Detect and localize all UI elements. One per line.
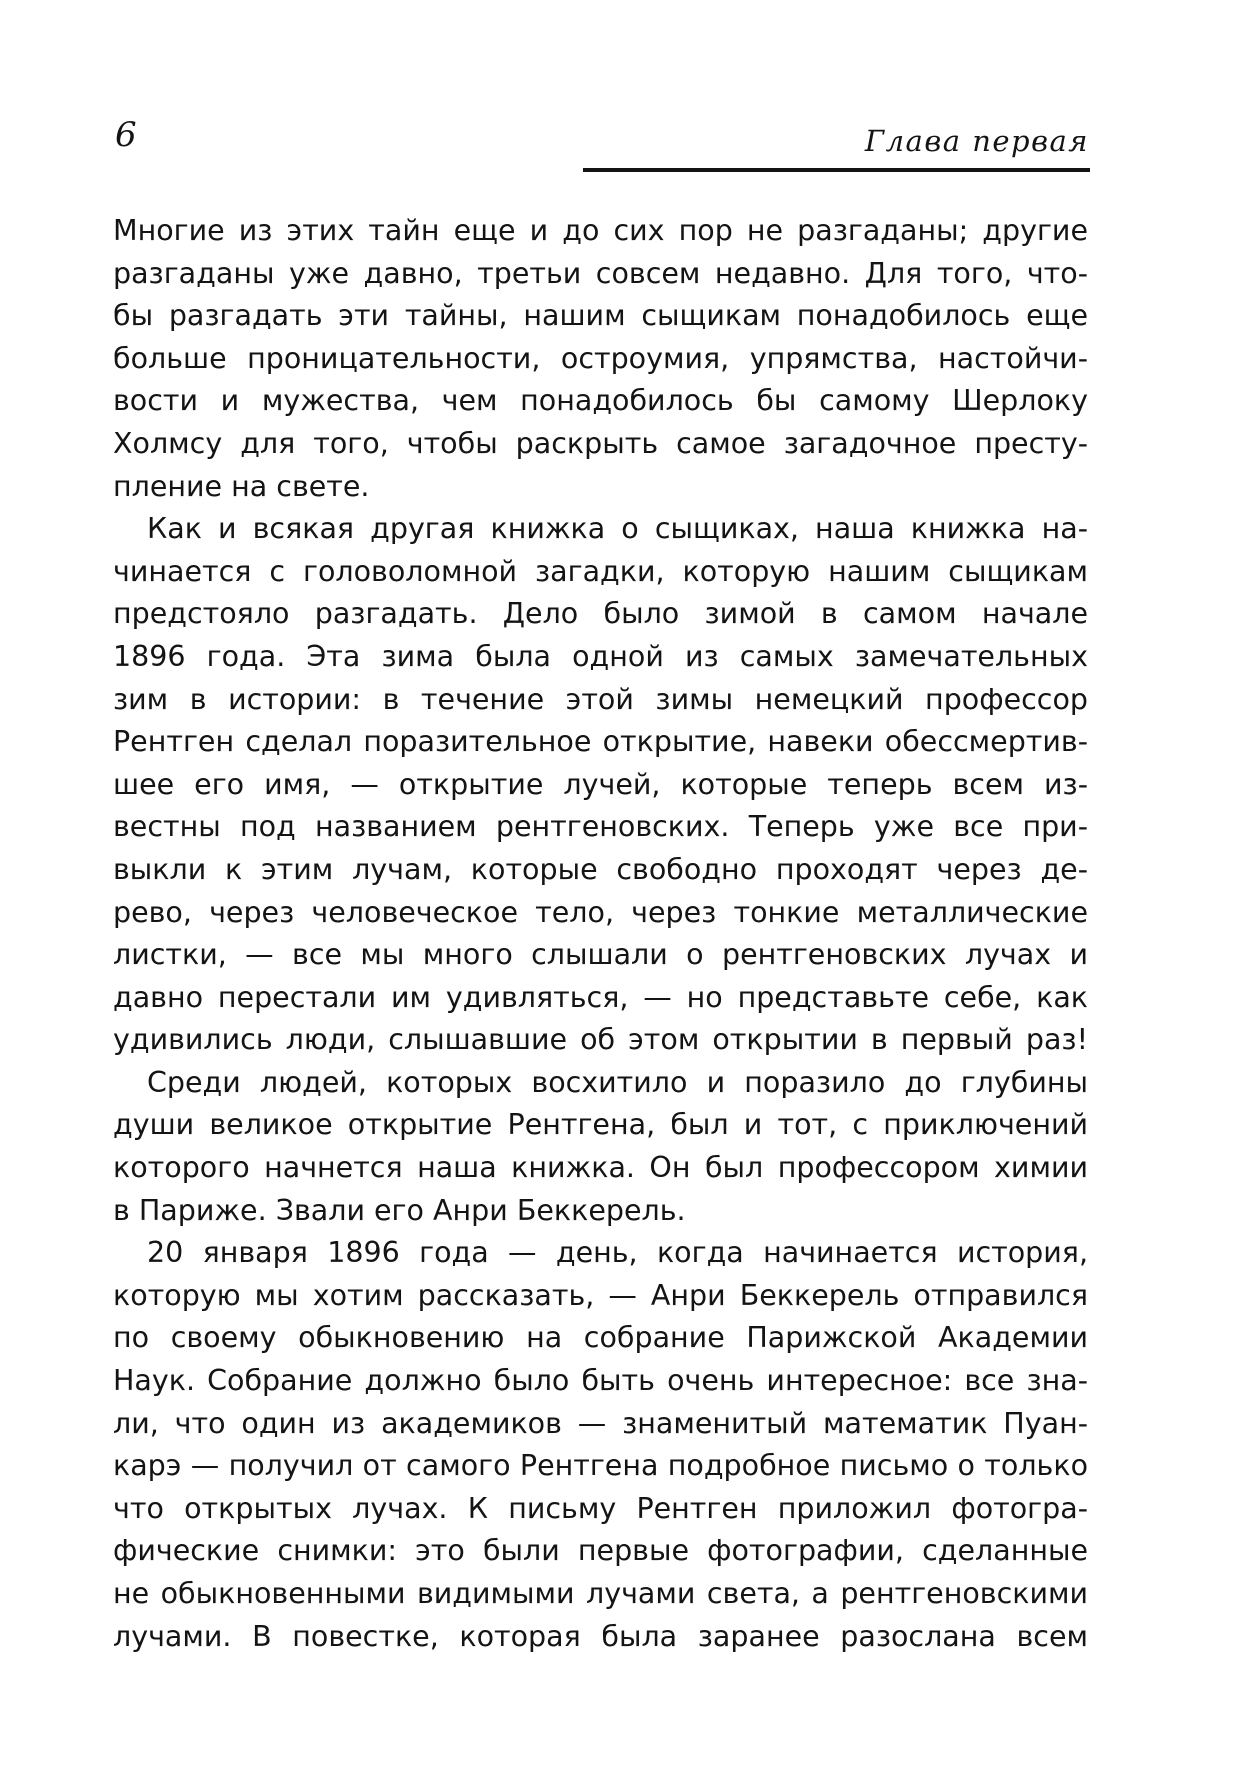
text-line: Среди людей, которых восхитило и поразило до глубины	[147, 1065, 1088, 1099]
text-line: предстояло разгадать. Дело было зимой в самом начале	[113, 597, 1088, 631]
text-line: удивились люди, слышавшие об этом открытии в первый раз!	[113, 1023, 1088, 1057]
text-line: вестны под названием рентгеновских. Теперь уже все при-	[113, 810, 1088, 844]
text-line: карэ — получил от самого Рентгена подробное письмо о только	[113, 1449, 1088, 1483]
text-line: вости и мужества, чем понадобилось бы самому Шерлоку	[113, 384, 1088, 418]
page-number: 6	[115, 115, 138, 155]
text-line: Холмсу для того, чтобы раскрыть самое загадочное престу-	[113, 426, 1088, 460]
text-line: бы разгадать эти тайны, нашим сыщикам понадобилось еще	[113, 299, 1088, 333]
text-line: разгаданы уже давно, третьи совсем недавно. Для того, что-	[113, 256, 1088, 290]
text-line: Многие из этих тайн еще и до сих пор не разгаданы; другие	[113, 214, 1088, 247]
text-line: Рентген сделал поразительное открытие, навеки обессмертив-	[113, 725, 1088, 759]
text-line: чинается с головоломной загадки, которую нашим сыщикам	[113, 554, 1088, 588]
text-line: давно перестали им удивляться, — но представьте себе, как	[113, 980, 1088, 1014]
text-line: 20 января 1896 года — день, когда начинается история,	[147, 1236, 1088, 1270]
text-line: ли, что один из академиков — знаменитый математик Пуан-	[113, 1406, 1088, 1440]
text-line: листки, — все мы много слышали о рентгеновских лучах и	[113, 938, 1088, 972]
text-line: Как и всякая другая книжка о сыщиках, наша книжка на-	[147, 512, 1088, 546]
text-line: не обыкновенными видимыми лучами света, а рентгеновскими	[113, 1577, 1088, 1610]
text-line: лучами. В повестке, которая была заранее разослана всем	[113, 1619, 1088, 1653]
text-line: которого начнется наша книжка. Он был профессором химии	[113, 1151, 1088, 1185]
text-line: выкли к этим лучам, которые свободно проходят через де-	[113, 852, 1088, 886]
text-line: души великое открытие Рентгена, был и тот, с приключений	[113, 1108, 1088, 1142]
body-text	[113, 210, 1088, 1658]
text-line: пление на свете.	[113, 469, 370, 503]
text-line: что открытых лучах. К письму Рентген приложил фотогра-	[113, 1491, 1088, 1525]
text-line: рево, через человеческое тело, через тонкие металлические	[113, 895, 1088, 929]
header-rule	[583, 168, 1090, 172]
text-line: фические снимки: это были первые фотографии, сделанные	[113, 1534, 1088, 1568]
text-line: в Париже. Звали его Анри Беккерель.	[113, 1193, 686, 1227]
text-line: зим в истории: в течение этой зимы немецкий профессор	[113, 682, 1088, 716]
running-head: Глава первая	[864, 124, 1089, 158]
text-line: 1896 года. Эта зима была одной из самых замечательных	[113, 639, 1088, 673]
text-line: Наук. Собрание должно было быть очень интересное: все зна-	[113, 1364, 1088, 1398]
text-line: шее его имя, — открытие лучей, которые теперь всем из-	[113, 767, 1088, 801]
text-line: больше проницательности, остроумия, упрямства, настойчи-	[113, 341, 1088, 375]
text-line: по своему обыкновению на собрание Парижской Академии	[113, 1321, 1088, 1355]
text-line: которую мы хотим рассказать, — Анри Беккерель отправился	[113, 1278, 1088, 1312]
